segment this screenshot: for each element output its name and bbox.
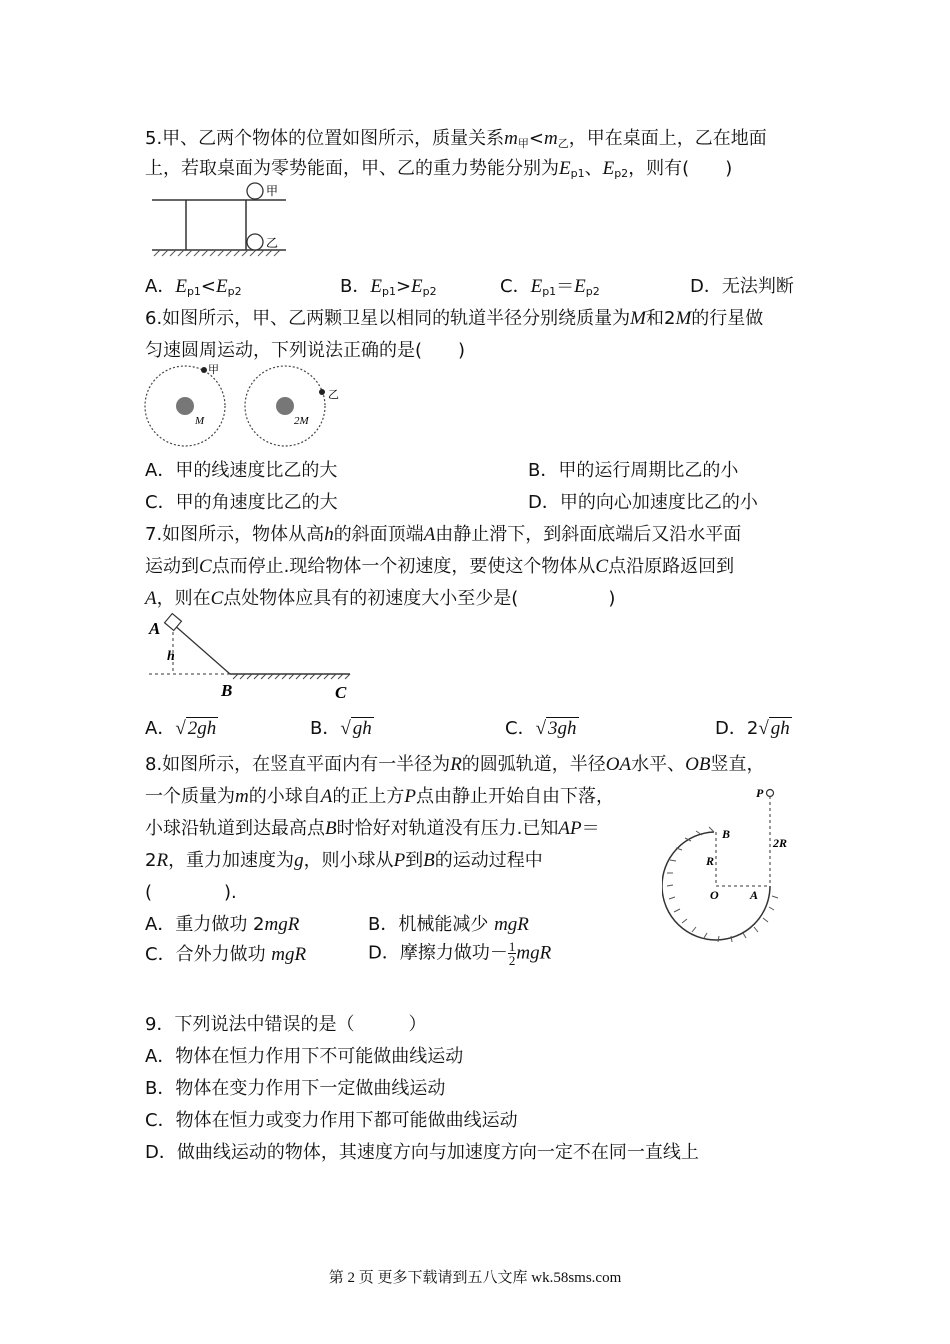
svg-text:A: A — [149, 619, 161, 638]
q6-line2: 匀速圆周运动，下列说法正确的是( ) — [145, 340, 466, 361]
q7-block — [165, 614, 182, 631]
q6-satellite-jia — [201, 367, 207, 373]
q8-figure — [662, 782, 802, 942]
q6-option-d[interactable]: D．甲的向心加速度比乙的小 — [528, 492, 758, 513]
q9-option-d[interactable]: D．做曲线运动的物体，其速度方向与加速度方向一定不在同一直线上 — [145, 1142, 699, 1163]
q8-option-d[interactable]: D．摩擦力做功－ $\frac{1}{2}$ mgR — [368, 939, 552, 968]
q5-ball-yi — [247, 234, 263, 250]
q7-line2: 运动到C点而停止.现给物体一个初速度，要使这个物体从C点沿原路返回到 — [145, 556, 735, 577]
q5-ball-jia — [247, 183, 263, 199]
svg-text:B: B — [221, 681, 233, 700]
q9-option-a[interactable]: A．物体在恒力作用下不可能做曲线运动 — [145, 1046, 464, 1067]
q6-line1: 6.如图所示，甲、乙两颗卫星以相同的轨道半径分别绕质量为M和2M的行星做 — [145, 308, 764, 329]
q5-label-jia: 甲 — [266, 184, 279, 198]
q5-option-b[interactable]: B．$E_{p1}>E_{p2}$ — [340, 276, 437, 298]
q5-option-c[interactable]: C．$E_{p1}=E_{p2}$ — [500, 276, 600, 298]
svg-text:2R: 2R — [773, 836, 788, 850]
svg-text:O: O — [710, 888, 719, 902]
q5-label-yi: 乙 — [266, 236, 279, 250]
q7-option-d[interactable]: D．2√ gh — [715, 718, 790, 739]
svg-text:2M: 2M — [294, 415, 309, 427]
page-footer: 第 2 页 更多下载请到五八文库 wk.58sms.com — [328, 1270, 622, 1286]
q8-line2: 一个质量为m的小球自A的正上方P点由静止开始自由下落， — [145, 786, 614, 807]
svg-text:M: M — [195, 415, 205, 427]
svg-text:甲: 甲 — [208, 363, 219, 376]
q7-figure — [145, 612, 360, 706]
q8-line4: 2R，重力加速度为g，则小球从P到B的运动过程中 — [145, 850, 543, 871]
q8-option-a[interactable]: A．重力做功 2mgR — [145, 914, 300, 935]
q8-line5: ( ). — [145, 882, 237, 903]
q9-option-c[interactable]: C．物体在恒力或变力作用下都可能做曲线运动 — [145, 1110, 518, 1131]
q5-option-d[interactable]: D．无法判断 — [690, 276, 794, 297]
q7-line3: A，则在C点处物体应具有的初速度大小至少是( ) — [145, 588, 616, 609]
q5-figure — [148, 180, 293, 262]
q9-line1: 9．下列说法中错误的是（ ） — [145, 1014, 427, 1035]
q7-option-a[interactable]: A．√ 2gh — [145, 718, 217, 739]
q6-option-b[interactable]: B．甲的运行周期比乙的小 — [528, 460, 739, 481]
q8-ball — [767, 790, 774, 797]
q8-option-b[interactable]: B．机械能减少 mgR — [368, 914, 529, 935]
q6-satellite-yi — [319, 389, 325, 395]
svg-text:B: B — [722, 827, 731, 841]
q7-line1: 7.如图所示，物体从高h的斜面顶端A由静止滑下，到斜面底端后又沿水平面 — [145, 524, 742, 545]
q8-option-c[interactable]: C．合外力做功 mgR — [145, 944, 307, 965]
svg-text:C: C — [335, 683, 347, 702]
svg-text:h: h — [167, 649, 175, 664]
q8-line1: 8.如图所示，在竖直平面内有一半径为R的圆弧轨道，半径OA水平、OB竖直， — [145, 754, 765, 775]
svg-text:R: R — [706, 854, 715, 868]
svg-text:P: P — [756, 786, 764, 800]
svg-text:A: A — [750, 888, 759, 902]
q6-option-a[interactable]: A．甲的线速度比乙的大 — [145, 460, 338, 481]
svg-text:乙: 乙 — [328, 388, 339, 401]
q5-line2: 上，若取桌面为零势能面，甲、乙的重力势能分别为$E_{p1}$、$E_{p2}$，则有( ) — [145, 158, 733, 180]
q7-option-c[interactable]: C．√ 3gh — [505, 718, 577, 739]
q6-option-c[interactable]: C．甲的角速度比乙的大 — [145, 492, 338, 513]
q7-option-b[interactable]: B．√ gh — [310, 718, 372, 739]
q6-figure — [140, 362, 350, 452]
q5-option-a[interactable]: A．$E_{p1}<E_{p2}$ — [145, 276, 242, 298]
q8-line3: 小球沿轨道到达最高点B时恰好对轨道没有压力.已知AP＝ — [145, 818, 600, 839]
q9-option-b[interactable]: B．物体在变力作用下一定做曲线运动 — [145, 1078, 446, 1099]
q5-line1: 5.甲、乙两个物体的位置如图所示，质量关系$m_甲<m_乙$，甲在桌面上，乙在地面 — [145, 128, 767, 150]
